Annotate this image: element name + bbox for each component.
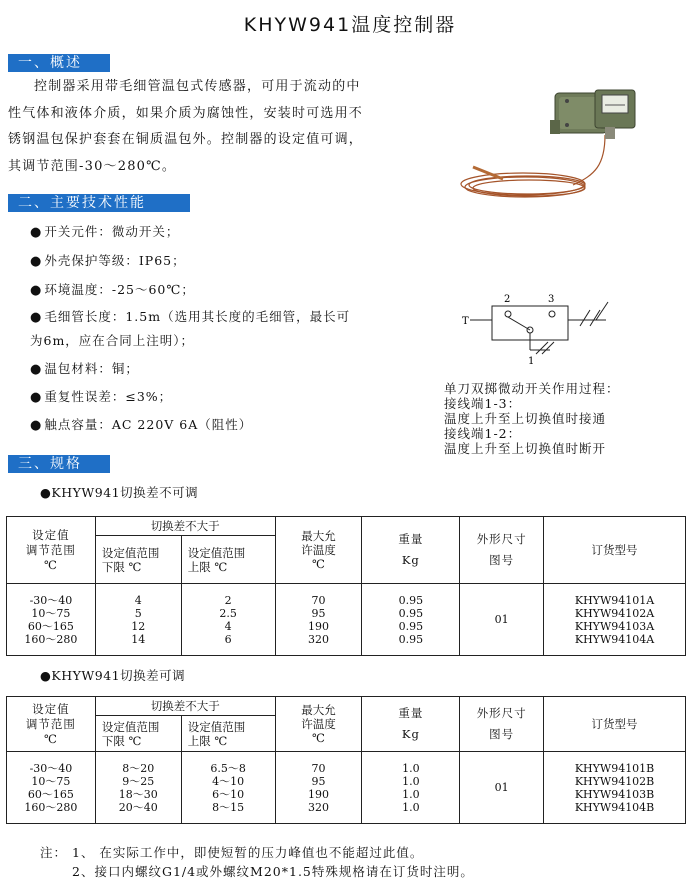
overview-paragraph [8, 74, 440, 180]
header-outline: 外形尺寸 图号 [460, 697, 544, 752]
bullet-icon: ● [30, 418, 43, 433]
page-title: KHYW941温度控制器 [243, 14, 457, 36]
header-outline: 外形尺寸 图号 [460, 517, 544, 584]
table1-caption: ●KHYW941切换差不可调 [40, 485, 199, 500]
bullet-icon: ● [30, 390, 43, 405]
cell-max: 70 95 190 320 [275, 584, 362, 656]
cell-upper: 6.5～8 4～10 6～10 8～15 [181, 752, 275, 824]
section-heading-overview: 一、概述 [8, 54, 110, 72]
bullet-icon: ● [30, 254, 43, 269]
table2-caption: ●KHYW941切换差可调 [40, 668, 186, 683]
header-diff-lower: 设定值范围 下限 ℃ [95, 536, 181, 584]
cell-range: -30～40 10～75 60～165 160～280 [7, 752, 96, 824]
controller-product-image [455, 75, 650, 205]
header-differential: 切换差不大于 [95, 517, 275, 536]
header-model: 订货型号 [544, 517, 686, 584]
header-diff-upper: 设定值范围 上限 ℃ [181, 716, 275, 752]
spec-item: ● 毛细管长度：1.5m（选用其长度的毛细管，最长可 [30, 309, 351, 325]
overview-line: 控制器采用带毛细管温包式传感器，可用于流动的中 [34, 79, 361, 94]
cell-model: KHYW94101B KHYW94102B KHYW94103B KHYW94104B [544, 752, 686, 824]
header-weight: 重量 Kg [362, 517, 460, 584]
cell-lower: 8～20 9～25 18～30 20～40 [95, 752, 181, 824]
spec-item: ● 触点容量：AC 220V 6A（阻性） [30, 417, 253, 433]
header-setpoint: 设定值 调节范围 ℃ [7, 697, 96, 752]
header-diff-lower: 设定值范围 下限 ℃ [95, 716, 181, 752]
cell-weight: 1.0 1.0 1.0 1.0 [362, 752, 460, 824]
cell-outline: 01 [460, 752, 544, 824]
cell-outline: 01 [460, 584, 544, 656]
cell-range: -30～40 10～75 60～165 160～280 [7, 584, 96, 656]
header-max-temp: 最大允 许温度 ℃ [275, 697, 362, 752]
spec-item: ● 外壳保护等级：IP65； [30, 253, 186, 269]
terminal-3-label: 3 [548, 294, 555, 305]
bullet-icon: ● [30, 225, 43, 240]
overview-line: 性气体和液体介质，如果介质为腐蚀性，安装时可选用不 [8, 105, 364, 121]
bullet-icon: ● [30, 283, 43, 298]
notes-prefix: 注： [40, 845, 68, 860]
schematic-line: 接线端1-3： [444, 396, 522, 411]
header-diff-upper: 设定值范围 上限 ℃ [181, 536, 275, 584]
schematic-description [444, 381, 620, 456]
section-heading-performance: 二、主要技术性能 [8, 194, 190, 212]
spec-item: ● 温包材料：铜； [30, 361, 139, 377]
terminal-2-label: 2 [504, 294, 511, 305]
schematic-line: 温度上升至上切换值时接通 [444, 411, 607, 426]
cell-weight: 0.95 0.95 0.95 0.95 [362, 584, 460, 656]
schematic-line: 接线端1-2： [444, 426, 522, 441]
spec-item: ● 重复性误差：≤3%； [30, 389, 173, 405]
header-model: 订货型号 [544, 697, 686, 752]
note-line: 2、接口内螺纹G1/4或外螺纹M20*1.5特殊规格请在订货时注明。 [72, 864, 474, 879]
bullet-icon: ● [30, 362, 43, 377]
terminal-t-label: T [462, 316, 469, 327]
section-heading-specs: 三、规格 [8, 455, 110, 473]
schematic-line: 温度上升至上切换值时断开 [444, 441, 607, 456]
spec-table-adjustable-differential [6, 696, 686, 824]
header-differential: 切换差不大于 [95, 697, 275, 716]
bullet-icon: ● [30, 310, 43, 325]
microswitch-schematic [456, 288, 616, 368]
header-max-temp: 最大允 许温度 ℃ [275, 517, 362, 584]
header-setpoint: 设定值 调节范围 ℃ [7, 517, 96, 584]
terminal-1-label: 1 [528, 356, 535, 367]
overview-line: 其调节范围-30～280℃。 [8, 158, 177, 174]
overview-line: 锈钢温包保护套套在铜质温包外。控制器的设定值可调， [8, 132, 364, 147]
spec-item: ● 环境温度：-25～60℃； [30, 282, 195, 298]
header-weight: 重量 Kg [362, 697, 460, 752]
cell-lower: 4 5 12 14 [95, 584, 181, 656]
spec-table-fixed-differential [6, 516, 686, 656]
spec-item: ● 开关元件：微动开关； [30, 224, 180, 240]
schematic-line: 单刀双掷微动开关作用过程： [444, 381, 620, 396]
cell-max: 70 95 190 320 [275, 752, 362, 824]
cell-upper: 2 2.5 4 6 [181, 584, 275, 656]
cell-model: KHYW94101A KHYW94102A KHYW94103A KHYW94104A [544, 584, 686, 656]
spec-item-continuation: 为6m，应在合同上注明）； [30, 333, 195, 348]
note-line: 1、 在实际工作中，即使短暂的压力峰值也不能超过此值。 [72, 845, 424, 860]
